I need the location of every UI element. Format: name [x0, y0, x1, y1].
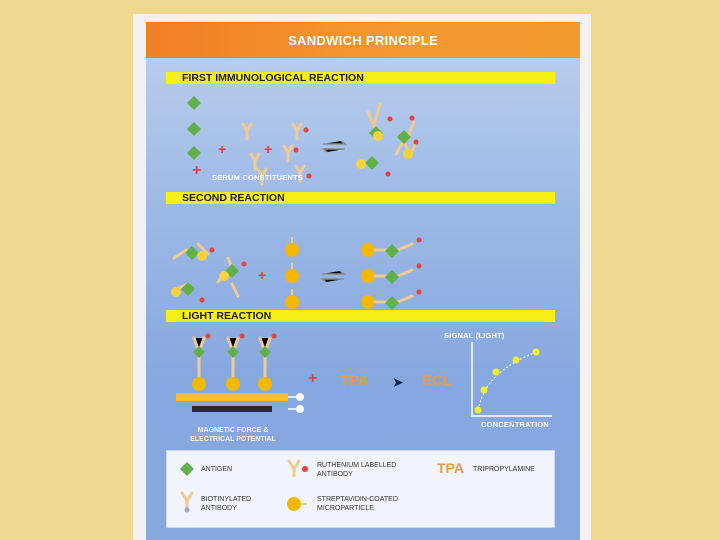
bound-particle-complex-group: [361, 238, 422, 311]
signal-concentration-graph: [456, 340, 576, 420]
antigen-diamond-icon: [181, 246, 239, 296]
legend-biotinylated-line1: BIOTINYLATED: [201, 496, 252, 503]
arrow-icon: ➤: [392, 374, 404, 390]
equilibrium-arrows-icon: [323, 141, 345, 152]
legend-streptavidin-line1: STREPTAVIDIN-COATED: [317, 496, 398, 503]
concentration-axis-label: CONCENTRATION: [481, 420, 549, 429]
magnetic-force-line1: MAGNETIC FORCE &: [197, 427, 269, 434]
signal-axis-label: SIGNAL (LIGHT): [444, 331, 505, 340]
antigen-diamond-icon: [179, 461, 195, 477]
legend-tpa: TPA: [437, 460, 464, 476]
legend-ruthenium-line1: RUTHENIUM LABELLED: [317, 462, 397, 469]
biotinylated-antibody-icon: [179, 491, 195, 513]
svg-text:+: +: [258, 267, 267, 283]
ruthenium-antibody-icon: [285, 459, 313, 477]
microparticle-icon: [192, 377, 272, 391]
graph-axes: [472, 342, 552, 416]
first-reaction-bar: FIRST IMMUNOLOGICAL REACTION: [166, 72, 555, 84]
poster-title: SANDWICH PRINCIPLE: [146, 22, 580, 58]
svg-text:+: +: [264, 141, 273, 157]
legend-ruthenium: [317, 461, 396, 479]
legend-tripropylamine: TRIPROPYLAMINE: [473, 466, 535, 473]
legend-streptavidin: [317, 495, 398, 513]
plus-sign: +: [192, 162, 202, 179]
graph-curve: [478, 352, 536, 410]
antigen-diamond-icon: [187, 96, 201, 160]
magnet-icon: [192, 406, 272, 412]
sandwich-principle-poster: [146, 22, 580, 540]
plus-sign: +: [308, 370, 318, 387]
equilibrium-arrows-icon: [322, 271, 344, 282]
microparticle-icon: [285, 237, 299, 309]
legend-box: [166, 450, 555, 528]
magnetic-force-line2: ELECTRICAL POTENTIAL: [190, 436, 276, 443]
antibody-antigen-complex-group: [356, 104, 419, 177]
light-reaction-bar: LIGHT REACTION: [166, 310, 555, 322]
tpa-label: TPA: [340, 372, 369, 389]
svg-text:+: +: [218, 141, 227, 157]
legend-ruthenium-line2: ANTIBODY: [317, 471, 353, 478]
ecl-label: ECL: [422, 372, 452, 389]
legend-antigen: ANTIGEN: [201, 466, 233, 473]
second-reaction-diagram: [146, 204, 580, 314]
legend-biotinylated: [201, 495, 251, 513]
microparticle-icon: [285, 493, 309, 513]
serum-constituents-label: SERUM CONSTITUENTS: [212, 173, 304, 182]
legend-streptavidin-line2: MICROPARTICLE: [317, 505, 374, 512]
second-reaction-bar: SECOND REACTION: [166, 192, 555, 204]
signal-points: [475, 349, 540, 414]
magnetic-force-label: [168, 426, 298, 444]
legend-biotinylated-line2: ANTIBODY: [201, 505, 237, 512]
